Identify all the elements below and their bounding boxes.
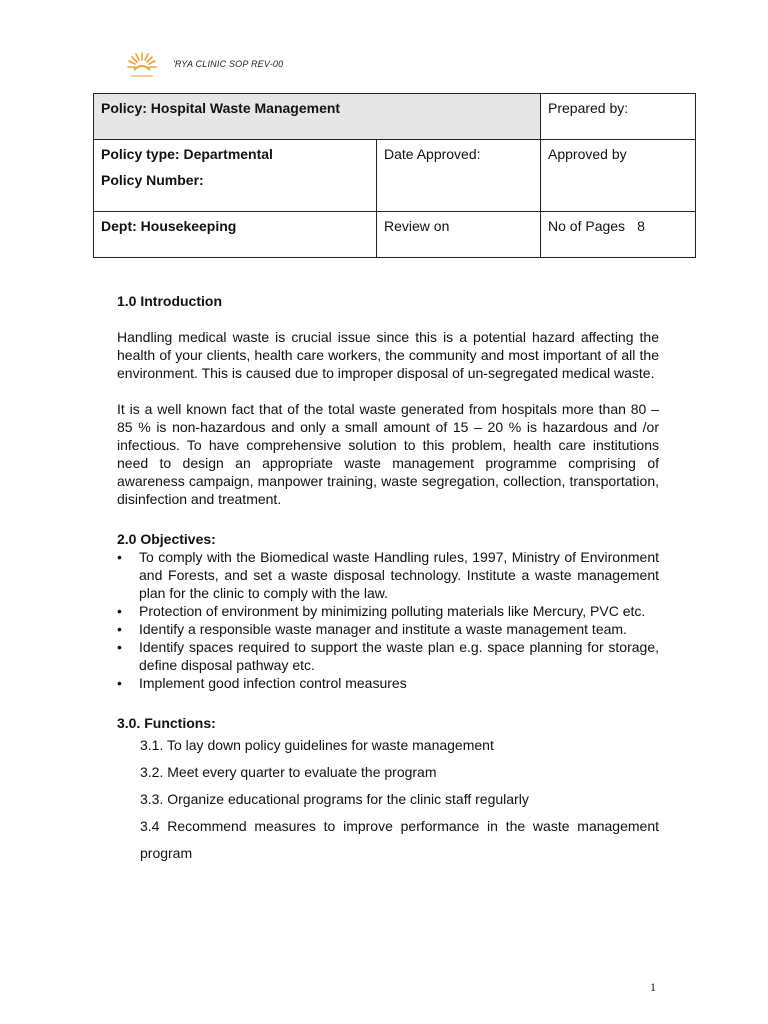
function-item: 3.2. Meet every quarter to evaluate the program [140,764,437,780]
objective-text: To comply with the Biomedical waste Handling rules, 1997, Ministry of Environment and Forests, and set a waste disposal technology. Institute a waste management plan for the clinic to comply with the law. [139,549,659,601]
policy-table [93,93,696,258]
objective-text: Protection of environment by minimizing polluting materials like Mercury, PVC etc. [139,603,646,619]
function-item: 3.3. Organize educational programs for the clinic staff regularly [140,791,529,807]
list-item [117,638,659,674]
policy-number: Policy Number: [101,172,204,188]
document-header [125,48,425,84]
objectives-list [117,548,659,692]
objective-text: Identify a responsible waste manager and institute a waste management team. [139,621,627,637]
bullet-icon: • [117,549,122,565]
introduction-heading: 1.0 Introduction [117,293,222,309]
policy-title-cell: Policy: Hospital Waste Management [94,94,541,140]
policy-type-cell [94,140,377,212]
function-item: 3.1. To lay down policy guidelines for waste management [140,737,494,753]
intro-paragraph-2: It is a well known fact that of the total waste generated from hospitals more than 80 – 85 % is non-hazardous and only a small amount of 15 – 20 % is hazardous and /or infectious. To have comprehensive solution to this problem, health care institutions need to design an appropriate waste management programme comprising of awareness campaign, manpower training, waste segregation, collection, transportation, disinfection and treatment. [117,401,659,507]
page-number: 1 [650,980,656,994]
dept-cell: Dept: Housekeeping [94,212,377,258]
header-text: 'RYA CLINIC SOP REV-00 [173,59,284,69]
list-item [117,602,659,620]
date-approved-cell: Date Approved: [377,140,541,212]
no-of-pages-value: 8 [637,218,645,234]
functions-heading: 3.0. Functions: [117,715,216,731]
objective-text: Implement good infection control measures [139,675,407,691]
functions-list [140,732,659,867]
bullet-icon: • [117,603,122,619]
objectives-heading: 2.0 Objectives: [117,531,216,547]
no-of-pages-label: No of Pages [548,218,626,234]
prepared-by-cell: Prepared by: [541,94,696,140]
no-of-pages-cell [541,212,696,258]
review-on-cell: Review on [377,212,541,258]
function-item: 3.4 Recommend measures to improve performance in the waste management program [140,818,659,861]
sun-logo-icon [125,50,159,84]
policy-type: Policy type: Departmental [101,146,273,162]
bullet-icon: • [117,621,122,637]
objective-text: Identify spaces required to support the waste plan e.g. space planning for storage, define disposal pathway etc. [139,639,659,673]
list-item [117,620,659,638]
list-item [117,674,659,692]
document-body [117,292,659,867]
list-item [117,548,659,602]
bullet-icon: • [117,639,122,655]
approved-by-cell: Approved by [541,140,696,212]
bullet-icon: • [117,675,122,691]
intro-paragraph-1: Handling medical waste is crucial issue since this is a potential hazard affecting the health of your clients, health care workers, the community and most important of all the environment. This is caused due to improper disposal of un-segregated medical waste. [117,329,659,381]
